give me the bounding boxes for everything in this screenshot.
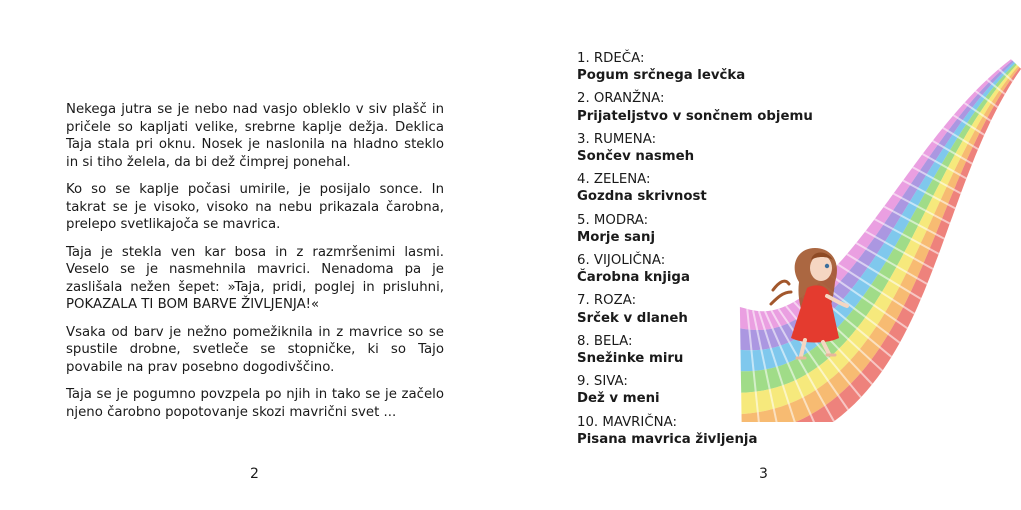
contents-color: 2. ORANŽNA: [577,91,665,107]
contents-title: Prijateljstvo v sončnem objemu [577,108,813,124]
left-page [0,0,510,510]
contents-title: Dež v meni [577,391,660,407]
contents-title: Morje sanj [577,229,656,245]
page-number-left: 2 [250,466,259,482]
contents-title: Čarobna knjiga [577,270,690,286]
contents-color: 7. ROZA: [577,293,637,309]
story-text [66,101,444,431]
contents-color: 5. MODRA: [577,212,649,228]
story-paragraph: Taja je stekla ven kar bosa in z razmršenimi lasmi. Veselo se je nasmehnila mavrici. Nenadoma pa je zaslišala nežen šepet: »Taja, pridi, poglej in prisluhni, POKAZALA TI BOM BARVE ŽIVLJENJA!« [66,244,444,312]
contents-color: 1. RDEČA: [577,51,645,66]
contents-color: 10. MAVRIČNA: [577,414,677,430]
story-paragraph: Ko so se kaplje počasi umirile, je posijalo sonce. In takrat se je visoko, visoko na nebu prikazala čarobna, prelepo svetlikajoča se mavrica. [66,182,444,232]
contents-title: Sončev nasmeh [577,149,695,165]
story-paragraph: Nekega jutra se je nebo nad vasjo obleklo v siv plašč in pričele so kapljati velike, srebrne kaplje dežja. Deklica Taja stala pri oknu. Nosek je naslonila na hladno steklo in si tiho želela, da bi dež čimprej ponehal. [66,102,444,170]
contents-color: 3. RUMENA: [577,131,657,147]
story-paragraph: Taja se je pogumno povzpela po njih in tako se je začelo njeno čarobno popotovanje skozi mavrični svet ... [66,387,444,420]
page-number-right: 3 [759,466,768,482]
contents-color: 4. ZELENA: [577,172,651,188]
right-page [511,0,1021,510]
contents-title: Gozdna skrivnost [577,189,707,205]
rainbow-stairs-girl-icon [701,52,1021,422]
contents-title: Srček v dlaneh [577,310,688,326]
contents-color: 8. BELA: [577,333,633,349]
contents-color: 9. SIVA: [577,374,628,390]
contents-title: Pisana mavrica življenja [577,431,758,447]
contents-color: 6. VIJOLIČNA: [577,253,666,269]
story-paragraph: Vsaka od barv je nežno pomežiknila in z mavrice so se spustile drobne, svetleče se stopničke, ki so Tajo povabile na prav posebno dogodivščino. [66,324,444,375]
contents-title: Snežinke miru [577,351,684,367]
contents-title: Pogum srčnega levčka [577,68,746,84]
